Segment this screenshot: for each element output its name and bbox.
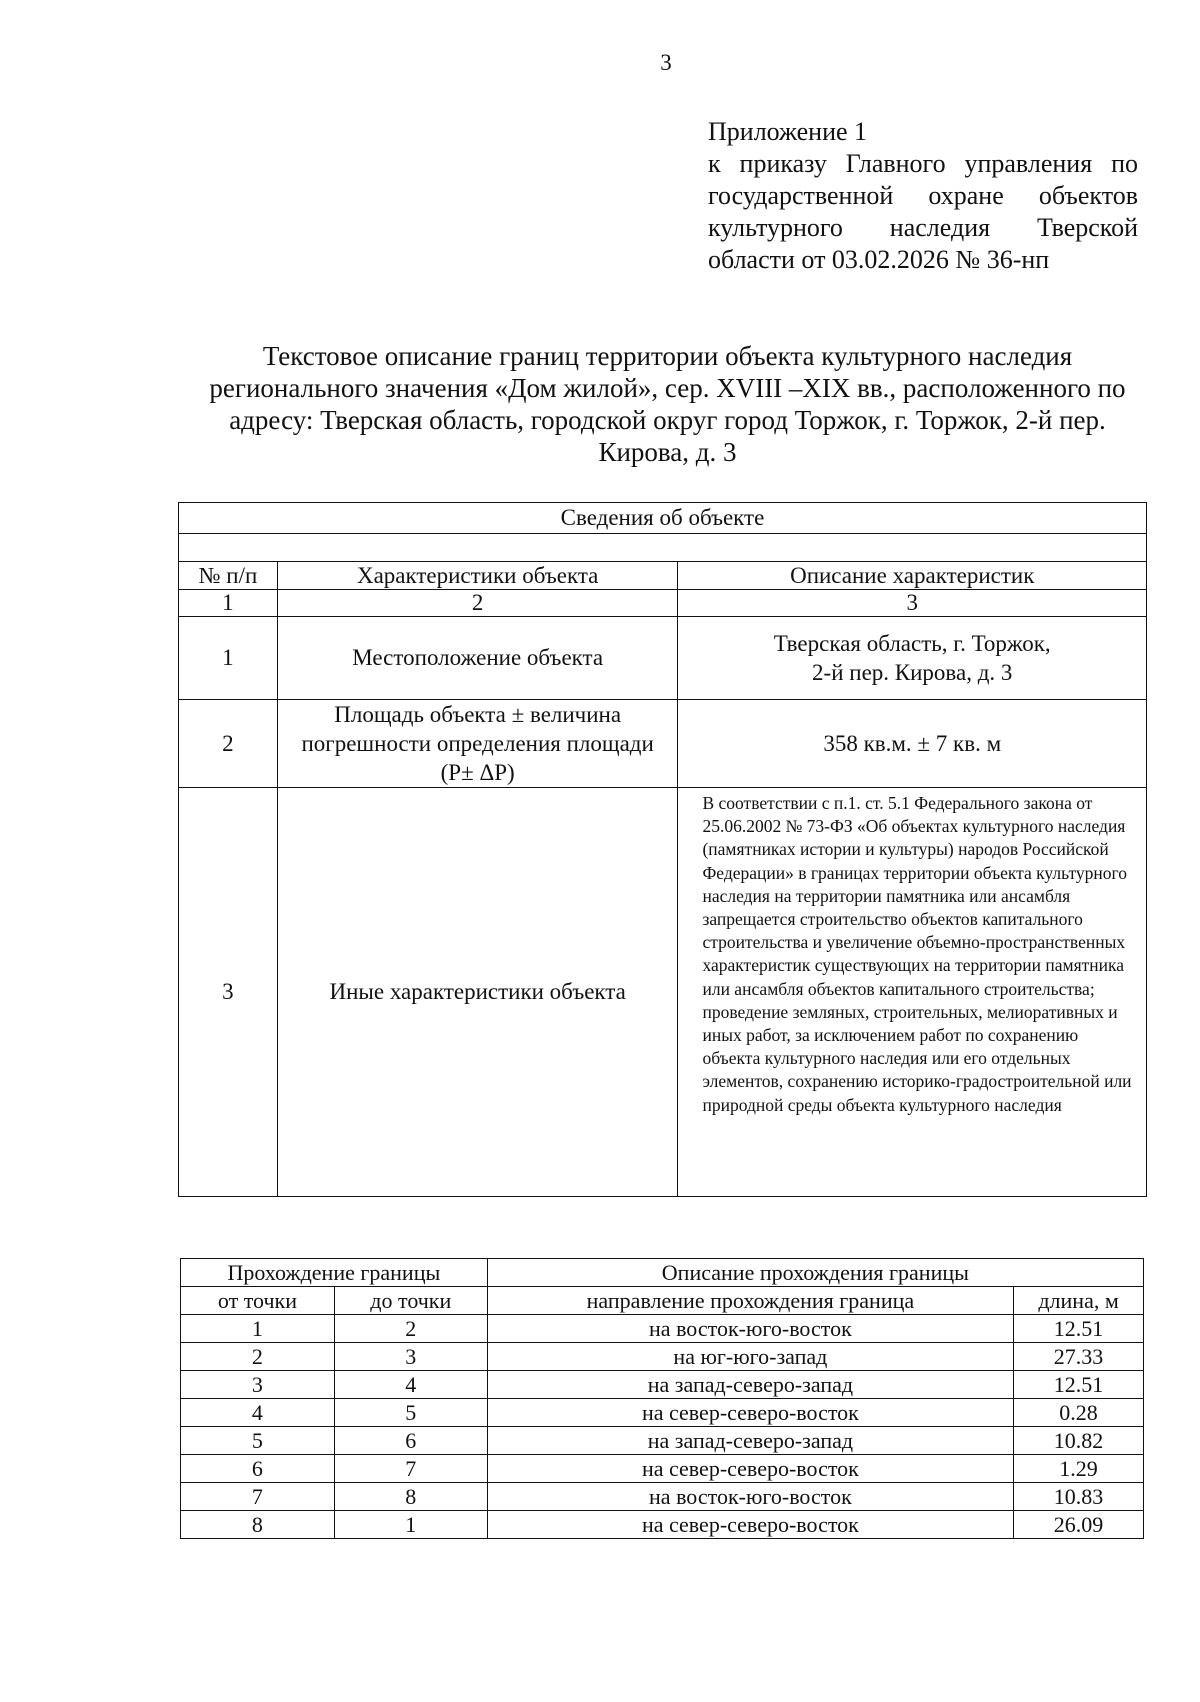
row-characteristic: Иные характеристики объекта — [277, 788, 678, 1197]
column-header-number: № п/п — [179, 562, 278, 590]
from-point: 3 — [181, 1371, 335, 1399]
length: 10.83 — [1014, 1483, 1144, 1511]
direction: на запад-северо-запад — [487, 1427, 1013, 1455]
table-row — [179, 617, 1147, 700]
row-description: В соответствии с п.1. ст. 5.1 Федерального закона от 25.06.2002 № 73-ФЗ «Об объектах культурного наследия (памятниках истории и культуры) народов Российской Федерации» в границах территории объекта культурного наследия на территории памятника или ансамбля запрещается строительство объектов капитального строительства и увеличение объемно-пространственных характеристик существующих на территории памятника или ансамбля объектов капитального строительства; проведение земляных, строительных, мелиоративных и иных работ, за исключением работ по сохранению объекта культурного наследия или его отдельных элементов, сохранению историко-градостроительной или природной среды объекта культурного наследия — [678, 788, 1147, 1197]
appendix-title: Приложение 1 — [708, 117, 868, 146]
row-number: 3 — [179, 788, 278, 1197]
location-line: Тверская область, г. Торжок, — [773, 631, 1051, 656]
direction: на север-северо-восток — [487, 1511, 1013, 1539]
from-point: 7 — [181, 1483, 335, 1511]
table-row — [181, 1315, 1144, 1343]
to-point: 5 — [334, 1399, 487, 1427]
table-row — [181, 1427, 1144, 1455]
page-number: 3 — [660, 50, 672, 75]
column-header-to: до точки — [334, 1287, 487, 1315]
length: 0.28 — [1014, 1399, 1144, 1427]
column-header-length: длина, м — [1014, 1287, 1144, 1315]
info-table-empty-row — [179, 534, 1147, 562]
table-row — [181, 1399, 1144, 1427]
column-header-from: от точки — [181, 1287, 335, 1315]
boundary-route-table — [180, 1258, 1144, 1539]
to-point: 4 — [334, 1371, 487, 1399]
location-line: 2-й пер. Кирова, д. 3 — [812, 660, 1013, 685]
object-info-table — [178, 502, 1147, 1197]
to-point: 7 — [334, 1455, 487, 1483]
area-characteristic-line: Площадь объекта ± величина — [334, 702, 622, 727]
direction: на юг-юго-запад — [487, 1343, 1013, 1371]
length: 26.09 — [1014, 1511, 1144, 1539]
direction: на запад-северо-запад — [487, 1371, 1013, 1399]
table-row — [179, 700, 1147, 788]
table-row — [181, 1343, 1144, 1371]
from-point: 6 — [181, 1455, 335, 1483]
column-number-1: 1 — [179, 590, 278, 617]
row-characteristic: Местоположение объекта — [277, 617, 678, 700]
table-row — [181, 1511, 1144, 1539]
direction: на восток-юго-восток — [487, 1315, 1013, 1343]
table-row — [179, 788, 1147, 1197]
document-title: Текстовое описание границ территории объекта культурного наследия регионального значения «Дом жилой», сер. XVIII –XIX вв., расположенного по адресу: Тверская область, городской округ город Торжок, г. Торжок, 2-й пер. Кирова, д. 3 — [209, 341, 1126, 467]
length: 12.51 — [1014, 1315, 1144, 1343]
to-point: 3 — [334, 1343, 487, 1371]
table-row — [181, 1455, 1144, 1483]
column-number-3: 3 — [678, 590, 1147, 617]
from-point: 4 — [181, 1399, 335, 1427]
row-description — [678, 617, 1147, 700]
appendix-reference: к приказу Главного управления по государственной охране объектов культурного наследия Тверской области от 03.02.2026 № 36-нп — [708, 149, 1138, 274]
length: 27.33 — [1014, 1343, 1144, 1371]
appendix-block — [708, 116, 1138, 276]
to-point: 2 — [334, 1315, 487, 1343]
row-characteristic — [277, 700, 678, 788]
length: 10.82 — [1014, 1427, 1144, 1455]
to-point: 8 — [334, 1483, 487, 1511]
direction: на восток-юго-восток — [487, 1483, 1013, 1511]
route-group-header-right: Описание прохождения границы — [487, 1259, 1143, 1287]
row-number: 1 — [179, 617, 278, 700]
from-point: 2 — [181, 1343, 335, 1371]
column-number-2: 2 — [277, 590, 678, 617]
from-point: 5 — [181, 1427, 335, 1455]
length: 12.51 — [1014, 1371, 1144, 1399]
info-table-header: Сведения об объекте — [179, 503, 1147, 534]
to-point: 6 — [334, 1427, 487, 1455]
area-characteristic-line: (P± ΔP) — [440, 760, 515, 785]
to-point: 1 — [334, 1511, 487, 1539]
length: 1.29 — [1014, 1455, 1144, 1483]
route-group-header-left: Прохождение границы — [181, 1259, 488, 1287]
row-number: 2 — [179, 700, 278, 788]
column-header-characteristic: Характеристики объекта — [277, 562, 678, 590]
from-point: 1 — [181, 1315, 335, 1343]
table-row — [181, 1371, 1144, 1399]
table-row — [181, 1483, 1144, 1511]
from-point: 8 — [181, 1511, 335, 1539]
direction: на север-северо-восток — [487, 1455, 1013, 1483]
column-header-direction: направление прохождения граница — [487, 1287, 1013, 1315]
direction: на север-северо-восток — [487, 1399, 1013, 1427]
column-header-description: Описание характеристик — [678, 562, 1147, 590]
area-characteristic-line: погрешности определения площади — [301, 731, 654, 756]
row-description: 358 кв.м. ± 7 кв. м — [678, 700, 1147, 788]
